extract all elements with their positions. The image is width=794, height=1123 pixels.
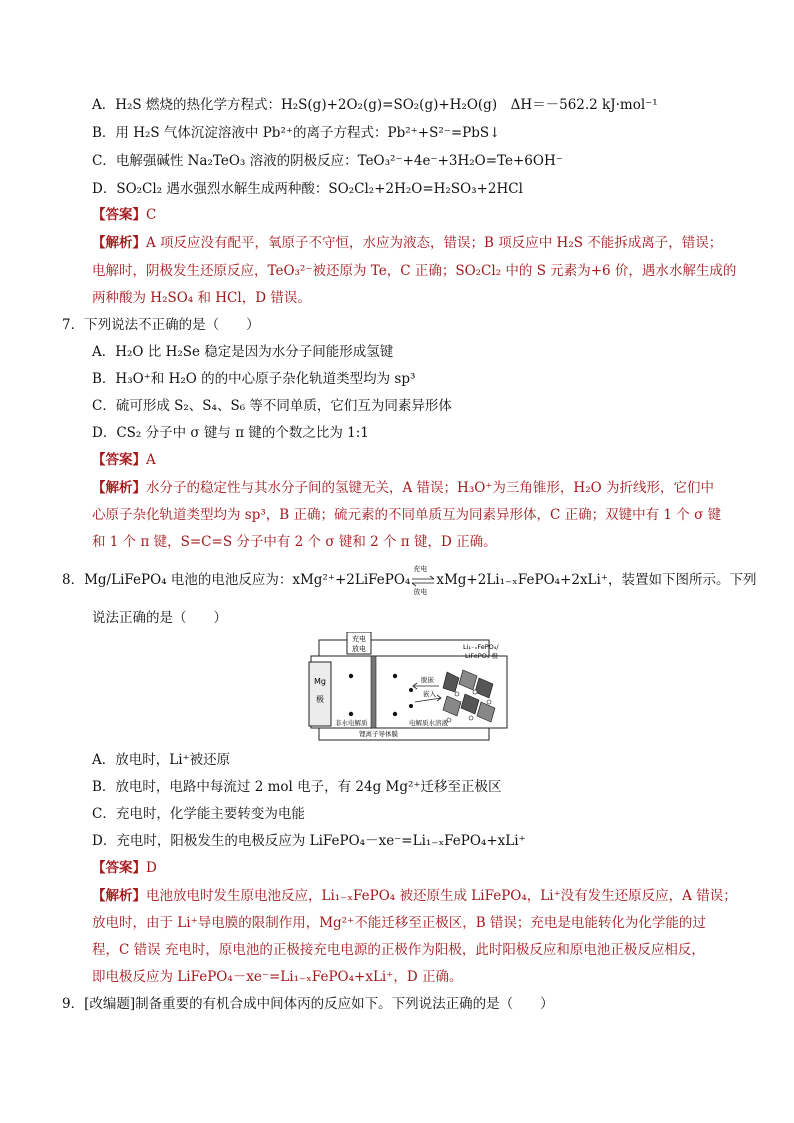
mg-electrode-label-2: 极 (316, 695, 324, 704)
q8-option-a: A．放电时，Li⁺被还原 (92, 752, 231, 768)
q8-analysis-line-4: 即电极反应为 LiFePO₄－xe⁻=Li₁₋ₓFePO₄+xLi⁺，D 正确。 (92, 969, 463, 985)
answer-value: A (146, 452, 156, 468)
q7-stem: 7．下列说法不正确的是（ ） (62, 317, 260, 333)
q8-stem-line-2: 说法正确的是（ ） (92, 610, 227, 626)
q9-stem: 9．[改编题]制备重要的有机合成中间体丙的反应如下。下列说法正确的是（ ） (62, 996, 554, 1012)
analysis-tag: 【解析】 (92, 235, 146, 251)
q6-option-d: D．SO₂Cl₂ 遇水强烈水解生成两种酸：SO₂Cl₂+2H₂O=H₂SO₃+2HCl (92, 181, 523, 197)
q6-option-b: B．用 H₂S 气体沉淀溶液中 Pb²⁺的离子方程式：Pb²⁺+S²⁻=PbS↓ (92, 125, 501, 141)
analysis-text: A 项反应没有配平，氧原子不守恒，水应为液态，错误；B 项反应中 H₂S 不能拆成离子，错误； (146, 235, 723, 251)
mg-electrode (309, 662, 331, 726)
answer-tag: 【答案】 (92, 207, 146, 223)
q7-analysis-line-1 (92, 479, 714, 497)
ion-dot (349, 712, 353, 716)
reversible-arrow (410, 564, 436, 596)
mode-label-discharge: 放电 (352, 645, 366, 653)
q6-analysis-line-3: 两种酸为 H₂SO₄ 和 HCl，D 错误。 (92, 290, 311, 306)
ion-dot (349, 674, 353, 678)
q8-option-d: D．充电时，阳极发生的电极反应为 LiFePO₄－xe⁻=Li₁₋ₓFePO₄+xLi⁺ (92, 833, 526, 849)
q7-answer (92, 451, 156, 469)
q8-option-c: C．充电时，化学能主要转变为电能 (92, 806, 305, 822)
q8-option-b: B．放电时，电路中每流过 2 mol 电子，有 24g Mg²⁺迁移至正极区 (92, 779, 502, 795)
q7-option-a: A．H₂O 比 H₂Se 稳定是因为水分子间能形成氢键 (92, 344, 394, 360)
q7-option-d: D．CS₂ 分子中 σ 键与 π 键的个数之比为 1:1 (92, 425, 369, 441)
arrow-label-charge: 充电 (413, 564, 428, 573)
answer-tag: 【答案】 (92, 452, 146, 468)
mg-electrode-label-1: Mg (314, 677, 326, 686)
analysis-text: 电池放电时发生原电池反应，Li₁₋ₓFePO₄ 被还原生成 LiFePO₄，Li⁺没有发生还原反应，A 错误； (146, 888, 737, 904)
ion-dot (409, 688, 413, 692)
q8-answer (92, 859, 157, 877)
extract-label: 脱嵌 (421, 676, 434, 684)
q7-analysis-line-2: 心原子杂化轨道类型均为 sp³，B 正确；硫元素的不同单质互为同素异形体，C 正确；双键中有 1 个 σ 键 (92, 507, 722, 523)
analysis-tag: 【解析】 (92, 888, 146, 904)
ion-dot (393, 674, 397, 678)
membrane-label: 锂离子导体膜 (359, 730, 398, 738)
analysis-tag: 【解析】 (92, 480, 146, 496)
battery-device-figure (299, 632, 529, 744)
q6-answer (92, 206, 156, 224)
q6-analysis-line-1 (92, 234, 722, 252)
cathode-label-1: Li₁₋ₓFePO₄/ (463, 643, 499, 651)
insert-label: 嵌入 (423, 690, 436, 698)
answer-tag: 【答案】 (92, 860, 146, 876)
q8-stem-part-2: xMg+2Li₁₋ₓFePO₄+2xLi⁺，装置如下图所示。下列 (436, 572, 757, 588)
q6-option-a: A．H₂S 燃烧的热化学方程式：H₂S(g)+2O₂(g)=SO₂(g)+H₂O(g) ΔH＝－562.2 kJ·mol⁻¹ (92, 97, 658, 113)
q6-analysis-line-2: 电解时，阴极发生还原反应，TeO₃²⁻被还原为 Te，C 正确；SO₂Cl₂ 中的 S 元素为+6 价，遇水水解生成的 (92, 263, 737, 279)
q8-stem-part-1: 8．Mg/LiFePO₄ 电池的电池反应为：xMg²⁺+2LiFePO₄ (62, 572, 411, 588)
q7-option-b: B．H₃O⁺和 H₂O 的的中心原子杂化轨道类型均为 sp³ (92, 371, 416, 387)
arrow-label-discharge: 放电 (413, 587, 428, 596)
left-electrolyte-label: 非水电解质 (335, 719, 368, 727)
lithium-ion-membrane (371, 656, 376, 728)
analysis-text: 水分子的稳定性与其水分子间的氢键无关，A 错误；H₃O⁺为三角锥形，H₂O 为折线形，它们中 (146, 480, 714, 496)
answer-value: C (146, 207, 157, 223)
q7-analysis-line-3: 和 1 个 π 键，S=C=S 分子中有 2 个 σ 键和 2 个 π 键，D 正确。 (92, 534, 497, 550)
right-electrolyte-label: 电解质水溶液 (409, 719, 448, 727)
q8-stem-line-1 (62, 564, 757, 596)
q6-option-c: C．电解强碱性 Na₂TeO₃ 溶液的阴极反应：TeO₃²⁻+4e⁻+3H₂O=Te+6OH⁻ (92, 153, 563, 169)
mode-label-charge: 充电 (352, 635, 366, 643)
q8-analysis-line-2: 放电时，由于 Li⁺导电膜的限制作用，Mg²⁺不能迁移至正极区，B 错误；充电是电能转化为化学能的过 (92, 915, 706, 931)
q8-analysis-line-3: 程，C 错误 充电时，原电池的正极接充电电源的正极作为阳极，此时阳极反应和原电池正极反应相反， (92, 942, 705, 958)
q8-analysis-line-1 (92, 887, 737, 905)
answer-value: D (146, 860, 157, 876)
cathode-label-2: LiFePO₄ 极 (465, 652, 499, 660)
q7-option-c: C．硫可形成 S₂、S₄、S₆ 等不同单质，它们互为同素异形体 (92, 398, 452, 414)
ion-dot (393, 712, 397, 716)
ion-dot (409, 704, 413, 708)
